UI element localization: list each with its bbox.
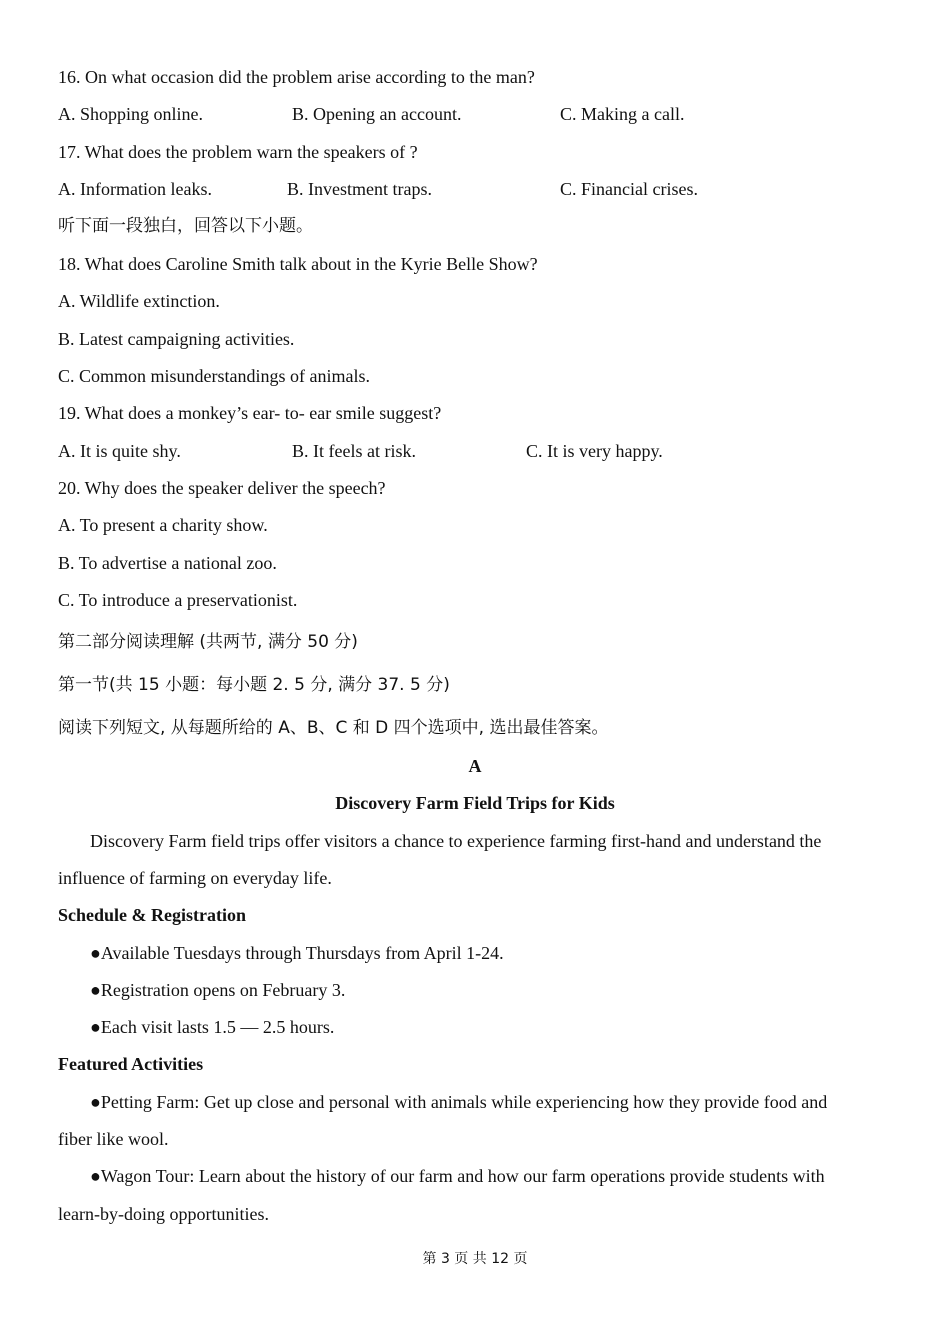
q17-option-a: A. Information leaks. xyxy=(58,179,212,199)
q20-option-a: A. To present a charity show. xyxy=(58,515,268,535)
monologue-instruction: 听下面一段独白，回答以下小题。 xyxy=(58,216,313,236)
intro-paragraph-line2: influence of farming on everyday life. xyxy=(58,868,332,888)
q19-question: 19. What does a monkey’s ear- to- ear smile suggest? xyxy=(58,403,442,423)
schedule-item: ●Each visit lasts 1.5 — 2.5 hours. xyxy=(90,1017,335,1037)
reading-instruction: 阅读下列短文, 从每题所给的 A、B、C 和 D 四个选项中, 选出最佳答案。 xyxy=(58,718,609,738)
part-heading: 第二部分阅读理解 (共两节, 满分 50 分) xyxy=(58,632,358,652)
intro-paragraph-line1: Discovery Farm field trips offer visitors a chance to experience farming first-hand and understand the xyxy=(90,831,822,851)
q20-option-c: C. To introduce a preservationist. xyxy=(58,590,298,610)
passage-title: Discovery Farm Field Trips for Kids xyxy=(335,793,615,813)
activity-wagon-tour-line2: learn-by-doing opportunities. xyxy=(58,1204,269,1224)
activity-petting-farm-line1: ●Petting Farm: Get up close and personal with animals while experiencing how they provide food and xyxy=(90,1092,828,1112)
q19-option-c: C. It is very happy. xyxy=(526,441,663,461)
q17-option-c: C. Financial crises. xyxy=(560,179,698,199)
passage-letter: A xyxy=(468,756,482,776)
q17-question: 17. What does the problem warn the speakers of ? xyxy=(58,142,418,162)
q18-option-a: A. Wildlife extinction. xyxy=(58,291,220,311)
section-heading: 第一节(共 15 小题：每小题 2. 5 分, 满分 37. 5 分) xyxy=(58,675,450,695)
activity-wagon-tour-line1: ●Wagon Tour: Learn about the history of our farm and how our farm operations provide students with xyxy=(90,1166,825,1186)
q20-option-b: B. To advertise a national zoo. xyxy=(58,553,277,573)
activity-petting-farm-line2: fiber like wool. xyxy=(58,1129,169,1149)
q19-option-a: A. It is quite shy. xyxy=(58,441,181,461)
schedule-heading: Schedule & Registration xyxy=(58,905,246,925)
q18-option-b: B. Latest campaigning activities. xyxy=(58,329,295,349)
q16-option-a: A. Shopping online. xyxy=(58,104,204,124)
q16-question: 16. On what occasion did the problem arise according to the man? xyxy=(58,67,535,87)
activities-heading: Featured Activities xyxy=(58,1054,204,1074)
q18-option-c: C. Common misunderstandings of animals. xyxy=(58,366,370,386)
q20-question: 20. Why does the speaker deliver the speech? xyxy=(58,478,386,498)
q19-option-b: B. It feels at risk. xyxy=(292,441,416,461)
page-footer: 第 3 页 共 12 页 xyxy=(422,1251,528,1267)
q17-option-b: B. Investment traps. xyxy=(287,179,432,199)
schedule-item: ●Registration opens on February 3. xyxy=(90,980,346,1000)
q18-question: 18. What does Caroline Smith talk about in the Kyrie Belle Show? xyxy=(58,254,538,274)
schedule-item: ●Available Tuesdays through Thursdays from April 1-24. xyxy=(90,943,504,963)
q16-option-b: B. Opening an account. xyxy=(292,104,462,124)
q16-option-c: C. Making a call. xyxy=(560,104,685,124)
